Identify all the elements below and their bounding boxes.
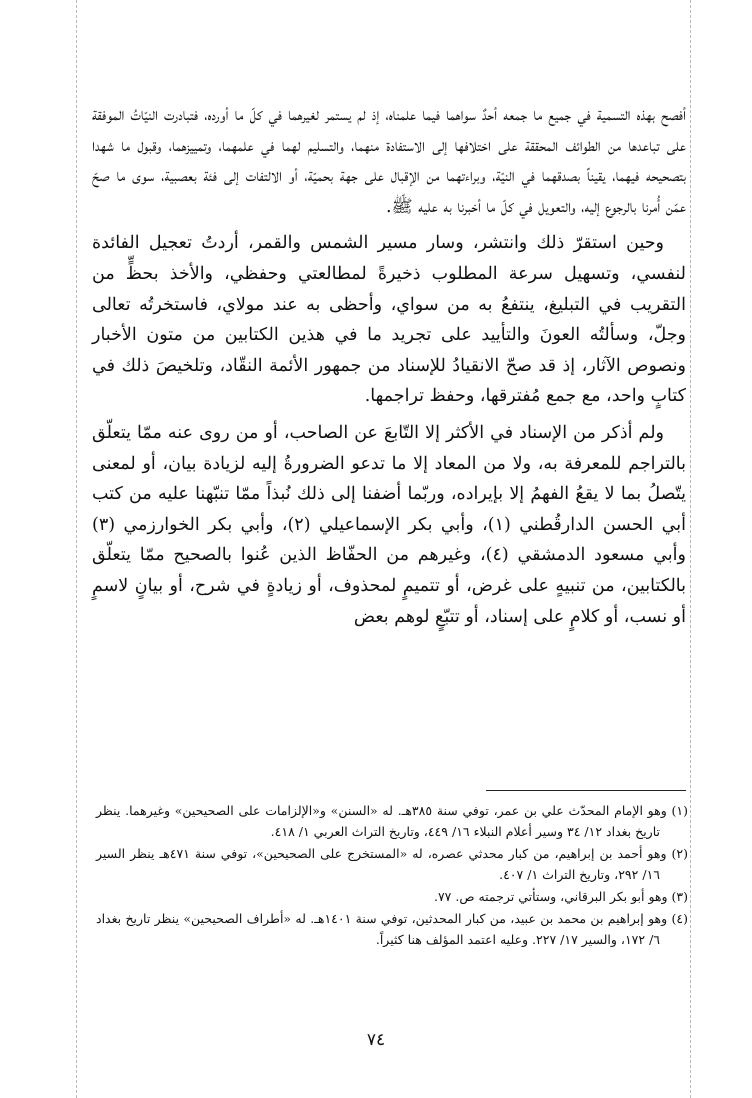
paragraph: ولم أذكر من الإسناد في الأكثر إلا التّابعَ عن الصاحب، أو من روى عنه ممّا يتعلّق بالتراجم للمعرفة به، ولا من المعاد إلا ما تدعو الضرورةُ إليه لزيادة بيان، أو لمعنى يتّصلُ بما لا يقعُ الفهمُ إلا بإيراده، وربّما أضفنا إلى ذلك نُبذاً ممّا تنبّهنا عليه من كتب أبي الحسن الدارقُطني (١)، وأبي بكر الإسماعيلي (٢)، وأبي بكر الخوارزمي (٣) وأبي مسعود الدمشقي (٤)، وغيرهم من الحفّاظ الذين عُنوا بالصحيح ممّا يتعلّق بالكتابين، من تنبيهٍ على غرض، أو تتميمٍ لمحذوف، أو زيادةٍ في شرح، أو بيانٍ لاسمٍ أو نسب، أو كلامٍ على إسناد، أو تتبّعٍ لوهم بعض [92, 422, 686, 627]
page-number: ٧٤ [366, 1030, 386, 1050]
paragraph: وحين استقرّ ذلك وانتشر، وسار مسير الشمس والقمر، أردتُ تعجيل الفائدة لنفسي، وتسهيل سرعة المطلوب ذخيرةً لمطالعتي وحفظي، والأخذ بحظٍّ من التقريب في التبليغ، ينتفعُ به من سواي، وأحظى به عند مولاي، فاستخرتُه تعالى وجلّ، وسألتُه العونَ والتأييد على تجريد ما في هذين الكتابين من متون الأخبار ونصوص الآثار، إذ قد صحّ الانقيادُ للإسناد من جمهور الأئمة النقّاد، وتلخيصَ ذلك في كتابٍ واحد، مع جمع مُفترقها، وحفظ تراجمها. [92, 233, 686, 407]
right-margin-guide [690, 0, 691, 1098]
footnote: (٢) وهو أحمد بن إبراهيم، من كبار محدثي عصره، له «المستخرج على الصحيحين»، توفي سنة ٤٧١هـ ينظر السير ١٦/ ٢٩٢، وتاريخ التراث ١/ ٤٠٧. [96, 846, 688, 882]
footnote: (٣) وهو أبو بكر البرقاني، وستأتي ترجمته ص. ٧٧. [433, 889, 688, 904]
footnote: (٤) وهو إبراهيم بن محمد بن عبيد، من كبار المحدثين، توفي سنة ١٤٠١هـ. له «أطراف الصحيحين» ينظر تاريخ بغداد ٦/ ١٧٢، والسير ١٧/ ٢٢٧. وعليه اعتمد المؤلف هنا كثيراً. [96, 911, 688, 947]
paragraph: أفصح بهذه التسمية في جميع ما جمعه أحدٌ سواهما فيما علمناه، إذ لم يستمر لغيرهما في كلّ ما أورده، فتبادرت النيّاتُ الموفقة على تباعدها من الطوائف المحققة على اختلافها إلى الاستفادة منهما، والتسليم لهما في علمهما، وتمييزهما، وقبول ما شهدا بتصحيحه فيهما، يقيناً بصدقهما في النيّة، وبراءتهما من الإقبال على جهة بحميّة، أو الالتفات إلى فئة بعصبية، سوى ما صحّ عمّن أُمرنا بالرجوع إليه، والتعويل في كلّ ما أخبرنا به عليه ﷺ. [92, 105, 686, 217]
footnote: (١) وهو الإمام المحدّث علي بن عمر، توفي سنة ٣٨٥هـ. له «السنن» و«الإلزامات على الصحيحين» وغيرهما. ينظر تاريخ بغداد ١٢/ ٣٤ وسير أعلام النبلاء ١٦/ ٤٤٩، وتاريخ التراث العربي ١/ ٤١٨. [96, 803, 688, 839]
footnotes [96, 800, 688, 951]
main-text [92, 100, 686, 632]
footnote-divider [486, 790, 686, 791]
left-margin-guide [76, 0, 77, 1098]
